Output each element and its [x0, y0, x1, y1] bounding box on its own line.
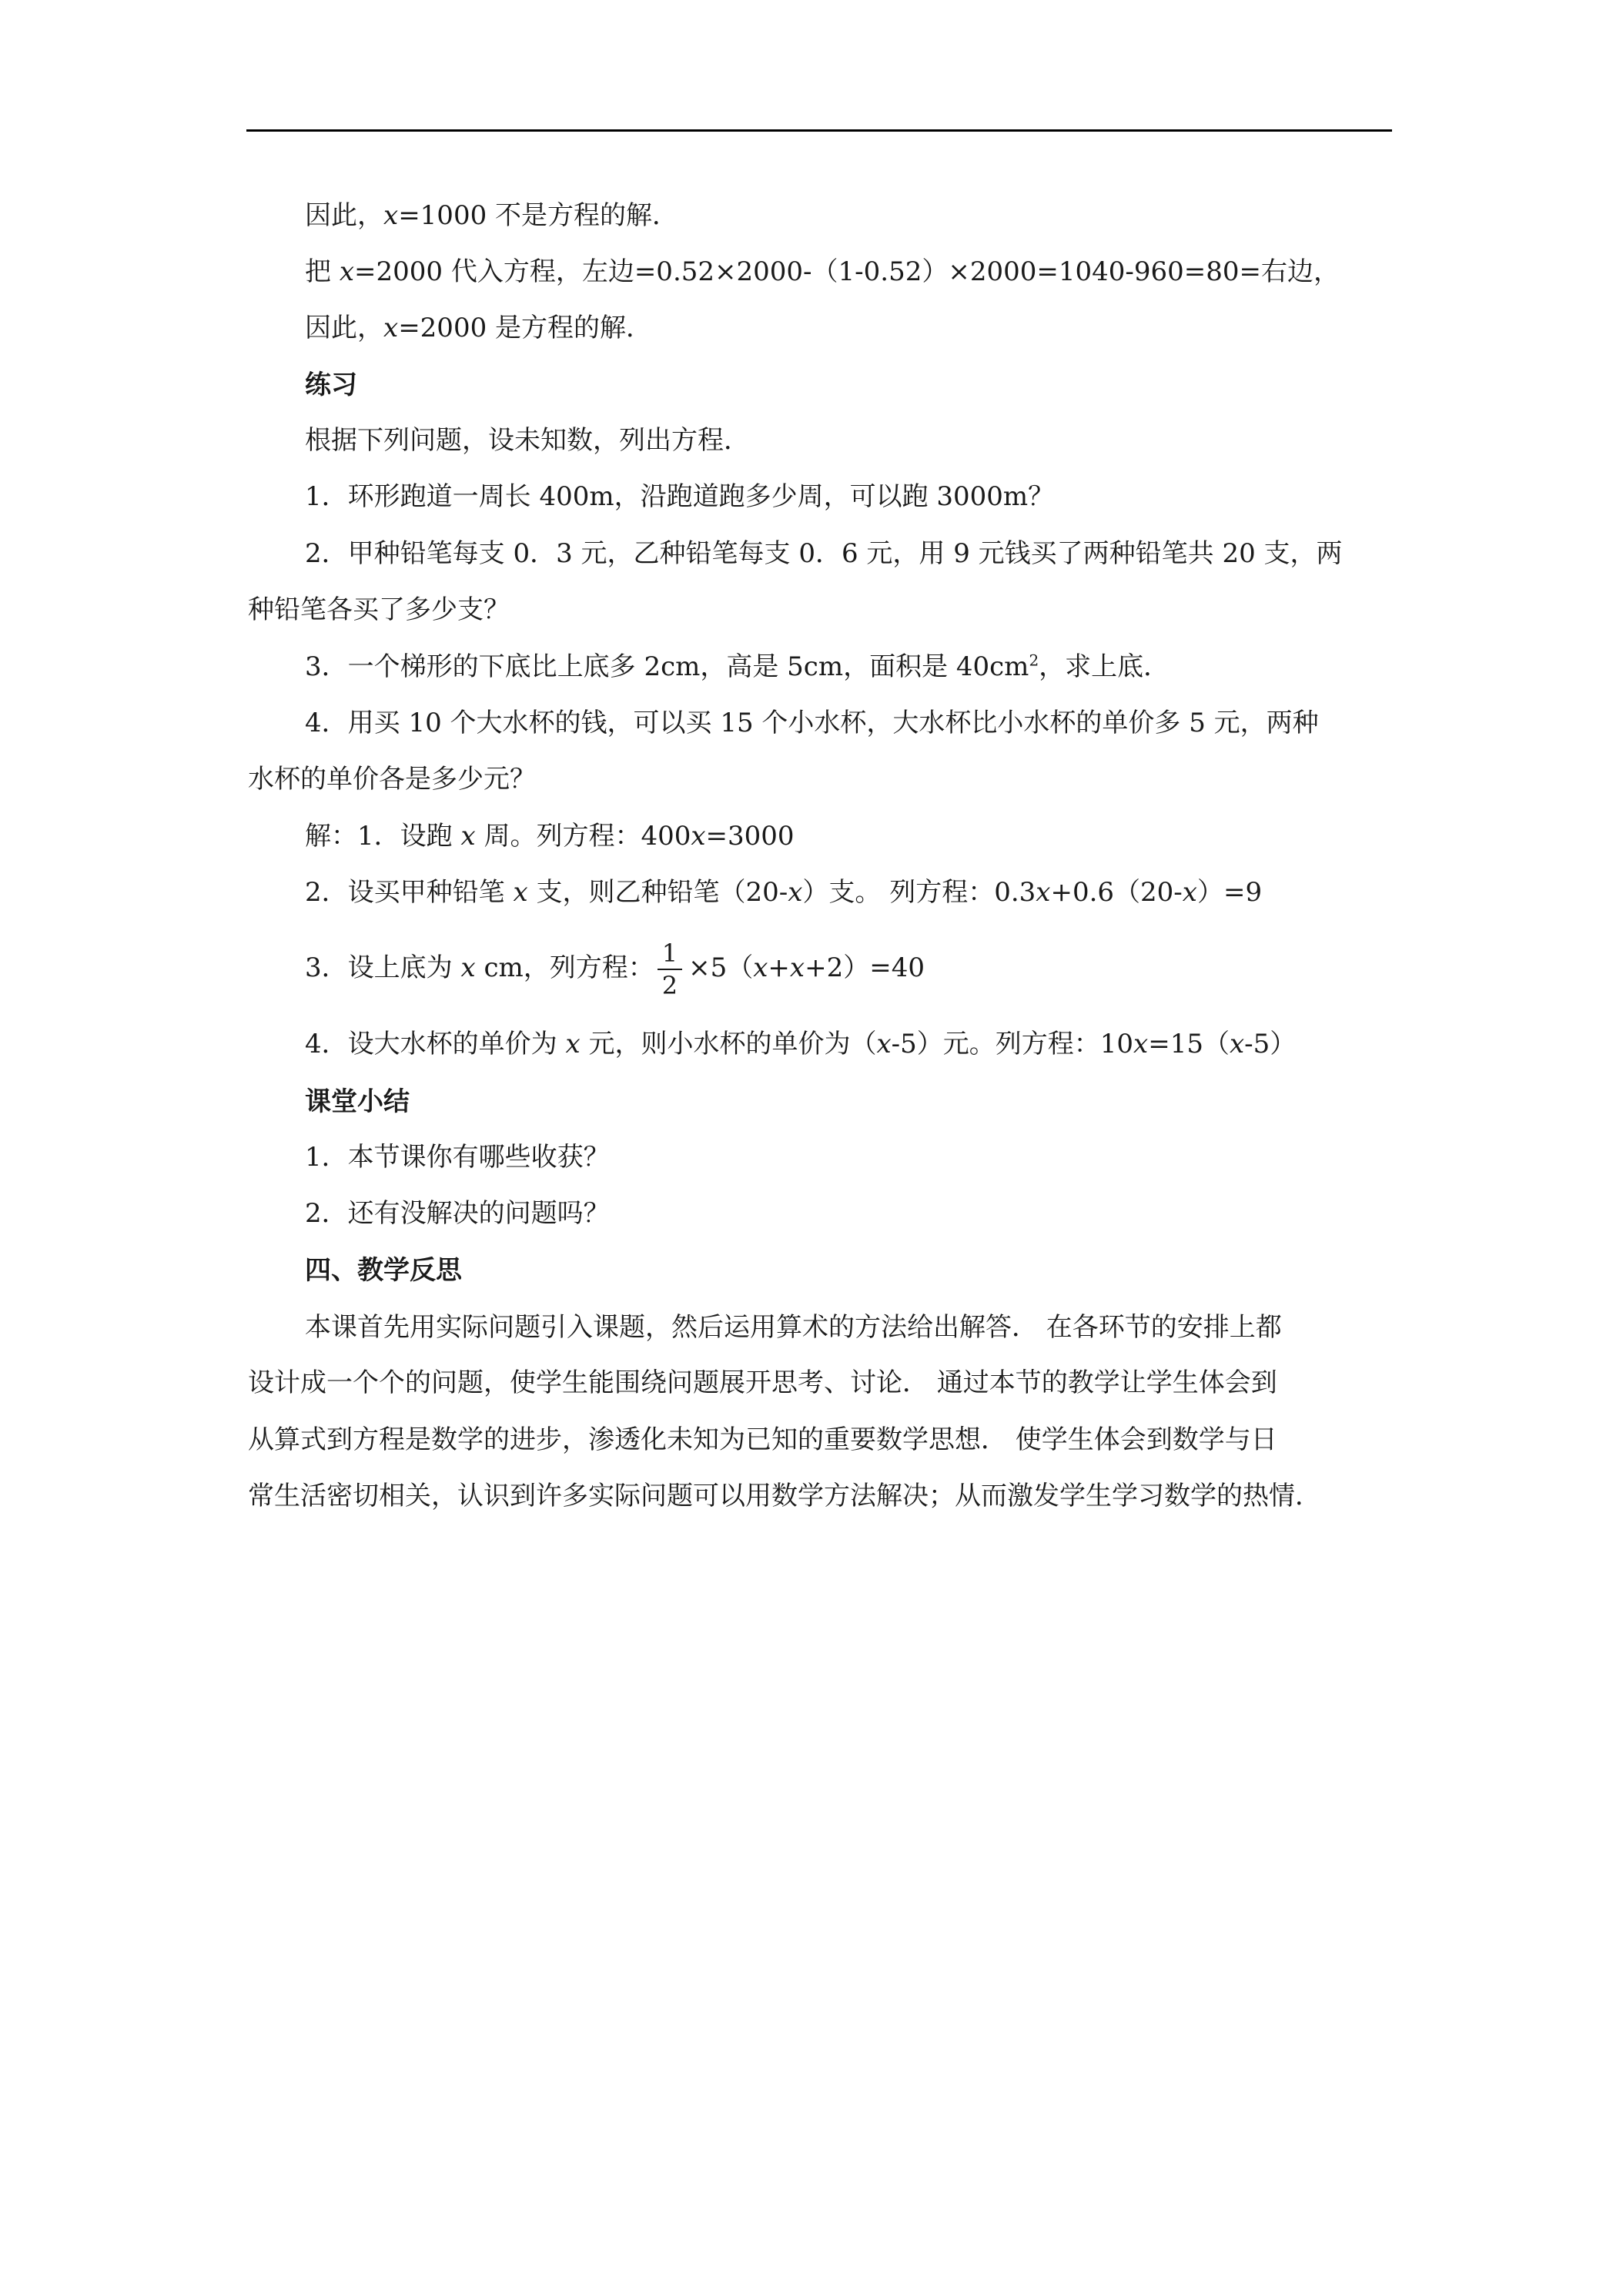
var-x: x	[1182, 877, 1197, 908]
var-x: x	[383, 200, 399, 231]
header-rule	[246, 129, 1392, 132]
text: +	[768, 952, 790, 983]
summary-item-2: 2．还有没解决的问题吗？	[305, 1198, 610, 1229]
heading-summary: 课堂小结	[305, 1086, 410, 1117]
text-line-3	[305, 311, 652, 345]
reflection-line-3: 从算式到方程是数学的进步，渗透化未知为已知的重要数学思想． 使学生体会到数学与日	[248, 1424, 1277, 1455]
question-2-line-2: 种铅笔各买了多少支？	[248, 594, 510, 625]
text: 3．设上底为	[305, 952, 461, 983]
var-x: x	[789, 952, 805, 983]
reflection-line-4: 常生活密切相关，认识到许多实际问题可以用数学方法解决；从而激发学生学习数学的热情．	[248, 1481, 1321, 1511]
superscript: 2	[1029, 651, 1039, 670]
text: 4．设大水杯的单价为	[305, 1029, 566, 1059]
text: 3．一个梯形的下底比上底多 2cm，高是 5cm，面积是 40cm	[305, 651, 1029, 682]
reflection-line-2: 设计成一个个的问题，使学生能围绕问题展开思考、讨论． 通过本节的教学让学生体会到	[248, 1367, 1277, 1398]
text: -5）元。列方程：10	[891, 1029, 1134, 1059]
var-x: x	[383, 313, 399, 343]
text: =2000 是方程的解．	[398, 313, 653, 343]
heading-reflection: 四、教学反思	[305, 1255, 462, 1286]
fraction-one-half	[658, 939, 682, 999]
summary-item-1: 1．本节课你有哪些收获？	[305, 1142, 610, 1173]
var-x: x	[460, 821, 476, 852]
text: =15（	[1148, 1029, 1230, 1059]
text: 因此，	[305, 200, 383, 231]
var-x: x	[339, 256, 354, 287]
question-4-line-2: 水杯的单价各是多少元？	[248, 764, 536, 795]
var-x: x	[876, 1029, 892, 1059]
text: ）支。 列方程：0.3	[802, 877, 1036, 908]
text: +0.6（20-	[1050, 877, 1183, 908]
text: =2000 代入方程，左边=0.52×2000-（1-0.52）×2000=1040-960=80=右边，	[354, 256, 1340, 287]
text: 把	[305, 256, 340, 287]
reflection-line-1: 本课首先用实际问题引入课题，然后运用算术的方法给出解答． 在各环节的安排上都	[305, 1312, 1282, 1343]
text-line-1	[305, 199, 678, 233]
question-4-line-1: 4．用买 10 个大水杯的钱，可以买 15 个小水杯，大水杯比小水杯的单价多 5 元，两种	[305, 708, 1319, 738]
var-x: x	[513, 877, 528, 908]
text: =1000 不是方程的解．	[398, 200, 679, 231]
text: ×5（	[688, 952, 754, 983]
text: 因此，	[305, 313, 383, 343]
solution-4	[305, 1027, 1296, 1061]
text: +2）=40	[805, 952, 925, 983]
text: 元，则小水杯的单价为（	[580, 1029, 877, 1059]
var-x: x	[460, 952, 476, 983]
question-1: 1．环形跑道一周长 400m，沿跑道跑多少周，可以跑 3000m？	[305, 481, 1055, 512]
var-x: x	[691, 821, 706, 852]
text: ，求上底．	[1039, 651, 1170, 682]
heading-practice: 练习	[305, 370, 357, 400]
text: -5）	[1244, 1029, 1297, 1059]
question-2-line-1: 2．甲种铅笔每支 0．3 元，乙种铅笔每支 0．6 元，用 9 元钱买了两种铅笔共 20 支，两	[305, 538, 1343, 569]
solution-2	[305, 875, 1262, 909]
fraction-numerator: 1	[658, 939, 682, 970]
practice-intro: 根据下列问题，设未知数，列出方程．	[305, 425, 750, 456]
text: 支，则乙种铅笔（20-	[527, 877, 788, 908]
var-x: x	[753, 952, 768, 983]
var-x: x	[565, 1029, 581, 1059]
solution-1	[305, 819, 795, 853]
var-x: x	[788, 877, 803, 908]
text: cm，列方程：	[475, 952, 654, 983]
text-line-2	[305, 255, 1340, 289]
solution-3	[305, 933, 925, 1002]
text: 周。列方程：400	[475, 821, 691, 852]
fraction-denominator: 2	[661, 971, 678, 1000]
var-x: x	[1229, 1029, 1245, 1059]
var-x: x	[1133, 1029, 1149, 1059]
var-x: x	[1036, 877, 1051, 908]
text: =3000	[705, 821, 795, 852]
question-3	[305, 650, 1170, 684]
text: 解：1．设跑	[305, 821, 461, 852]
text: 2．设买甲种铅笔	[305, 877, 514, 908]
text: ）=9	[1196, 877, 1263, 908]
